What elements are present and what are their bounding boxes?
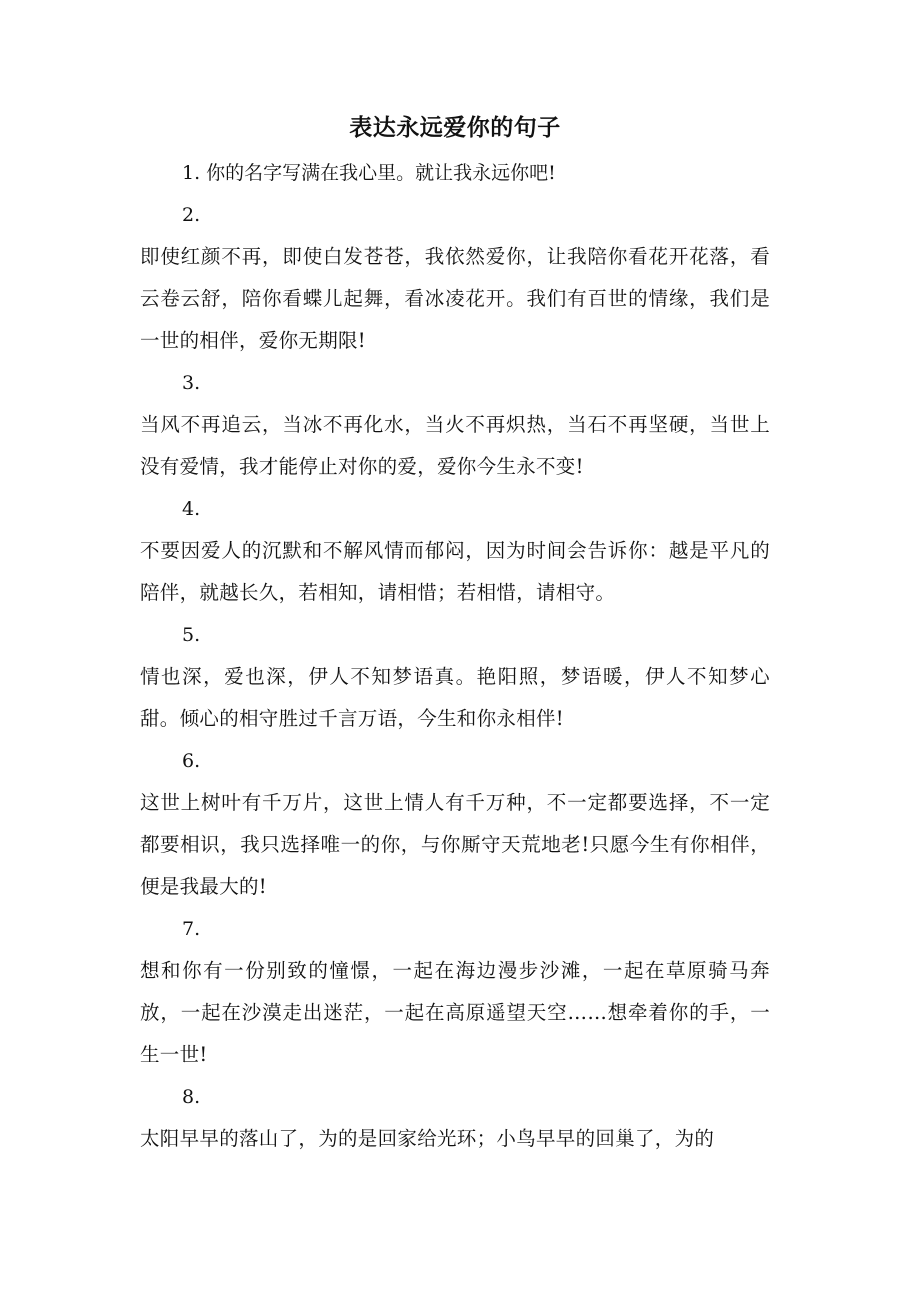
item-number: 5. [182,624,201,646]
item-text: 不要因爱人的沉默和不解风情而郁闷，因为时间会告诉你：越是平凡的陪伴，就越长久，若相知，请相惜；若相惜，请相守。 [140,539,770,604]
document-page [140,108,770,1160]
list-item-2 [140,194,770,362]
item-number: 6. [182,750,201,772]
item-text: 情也深，爱也深，伊人不知梦语真。艳阳照，梦语暖，伊人不知梦心甜。倾心的相守胜过千言万语，今生和你永相伴! [140,665,770,730]
item-text: 即使红颜不再，即使白发苍苍，我依然爱你，让我陪你看花开花落，看云卷云舒，陪你看蝶儿起舞，看冰凌花开。我们有百世的情缘，我们是一世的相伴，爱你无期限! [140,245,770,352]
list-item-3 [140,362,770,488]
item-number: 3. [182,372,201,394]
list-item-4 [140,488,770,614]
item-text: 想和你有一份别致的憧憬，一起在海边漫步沙滩，一起在草原骑马奔放，一起在沙漠走出迷茫，一起在高原遥望天空……想牵着你的手，一生一世! [140,959,770,1066]
item-number: 2. [182,204,201,226]
list-item-5 [140,614,770,740]
document-title: 表达永远爱你的句子 [349,115,561,141]
item-number: 4. [182,498,201,520]
list-item-8 [140,1076,770,1160]
list-item-1: 1. 你的名字写满在我心里。就让我永远你吧! [182,162,556,184]
item-text: 这世上树叶有千万片，这世上情人有千万种，不一定都要选择，不一定都要相识，我只选择唯一的你，与你厮守天荒地老!只愿今生有你相伴，便是我最大的! [140,791,770,898]
list-item-7 [140,908,770,1076]
item-text: 当风不再追云，当冰不再化水，当火不再炽热，当石不再坚硬，当世上没有爱情，我才能停止对你的爱，爱你今生永不变! [140,413,770,478]
item-number: 7. [182,918,201,940]
item-number: 8. [182,1086,201,1108]
list-item-6 [140,740,770,908]
item-text: 太阳早早的落山了，为的是回家给光环；小鸟早早的回巢了，为的 [140,1127,715,1150]
